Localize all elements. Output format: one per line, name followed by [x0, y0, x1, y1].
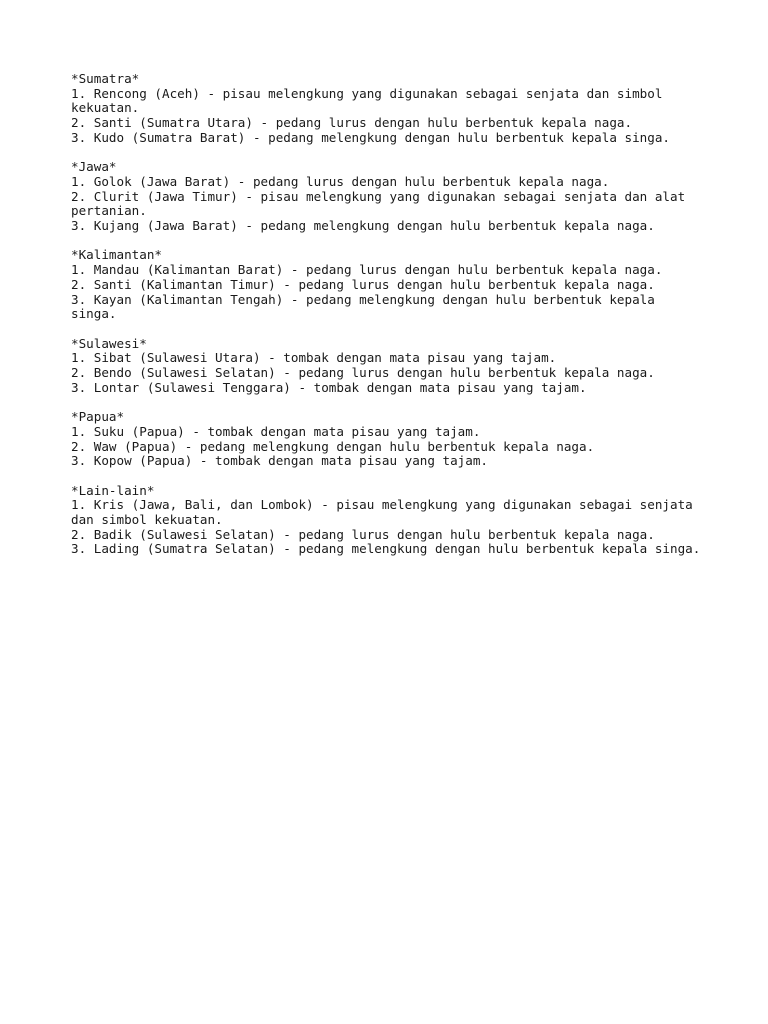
section-heading: *Sulawesi*	[71, 335, 147, 351]
section-sulawesi	[71, 337, 711, 396]
list-item: 1. Rencong (Aceh) - pisau melengkung yang digunakan sebagai senjata dan simbol kekuatan.	[71, 85, 663, 116]
document-page	[71, 72, 711, 572]
list-item: 2. Waw (Papua) - pedang melengkung dengan hulu berbentuk kepala naga.	[71, 438, 595, 454]
list-item: 1. Mandau (Kalimantan Barat) - pedang lurus dengan hulu berbentuk kepala naga.	[71, 262, 663, 278]
list-item: 3. Kudo (Sumatra Barat) - pedang melengkung dengan hulu berbentuk kepala singa.	[71, 129, 670, 145]
section-heading: *Jawa*	[71, 159, 117, 175]
section-papua	[71, 410, 711, 469]
list-item: 2. Clurit (Jawa Timur) - pisau melengkung yang digunakan sebagai senjata dan alat pertanian.	[71, 188, 686, 219]
section-heading: *Kalimantan*	[71, 247, 162, 263]
list-item: 2. Bendo (Sulawesi Selatan) - pedang lurus dengan hulu berbentuk kepala naga.	[71, 365, 655, 381]
list-item: 3. Kujang (Jawa Barat) - pedang melengkung dengan hulu berbentuk kepala naga.	[71, 218, 655, 234]
list-item: 3. Kopow (Papua) - tombak dengan mata pisau yang tajam.	[71, 453, 489, 469]
list-item: 1. Suku (Papua) - tombak dengan mata pisau yang tajam.	[71, 423, 481, 439]
list-item: 2. Santi (Sumatra Utara) - pedang lurus dengan hulu berbentuk kepala naga.	[71, 115, 633, 131]
section-heading: *Lain-lain*	[71, 482, 155, 498]
list-item: 3. Lading (Sumatra Selatan) - pedang melengkung dengan hulu berbentuk kepala singa.	[71, 541, 701, 557]
section-jawa	[71, 160, 711, 234]
list-item: 1. Golok (Jawa Barat) - pedang lurus dengan hulu berbentuk kepala naga.	[71, 173, 610, 189]
list-item: 2. Santi (Kalimantan Timur) - pedang lurus dengan hulu berbentuk kepala naga.	[71, 276, 655, 292]
list-item: 2. Badik (Sulawesi Selatan) - pedang lurus dengan hulu berbentuk kepala naga.	[71, 526, 655, 542]
section-lain-lain	[71, 484, 711, 558]
list-item: 1. Kris (Jawa, Bali, dan Lombok) - pisau melengkung yang digunakan sebagai senjata dan simbol kekuatan.	[71, 497, 693, 528]
section-sumatra	[71, 72, 711, 146]
list-item: 3. Lontar (Sulawesi Tenggara) - tombak dengan mata pisau yang tajam.	[71, 379, 587, 395]
section-kalimantan	[71, 248, 711, 322]
list-item: 3. Kayan (Kalimantan Tengah) - pedang melengkung dengan hulu berbentuk kepala singa.	[71, 291, 655, 322]
section-heading: *Sumatra*	[71, 71, 140, 86]
list-item: 1. Sibat (Sulawesi Utara) - tombak dengan mata pisau yang tajam.	[71, 350, 557, 366]
section-heading: *Papua*	[71, 409, 125, 425]
